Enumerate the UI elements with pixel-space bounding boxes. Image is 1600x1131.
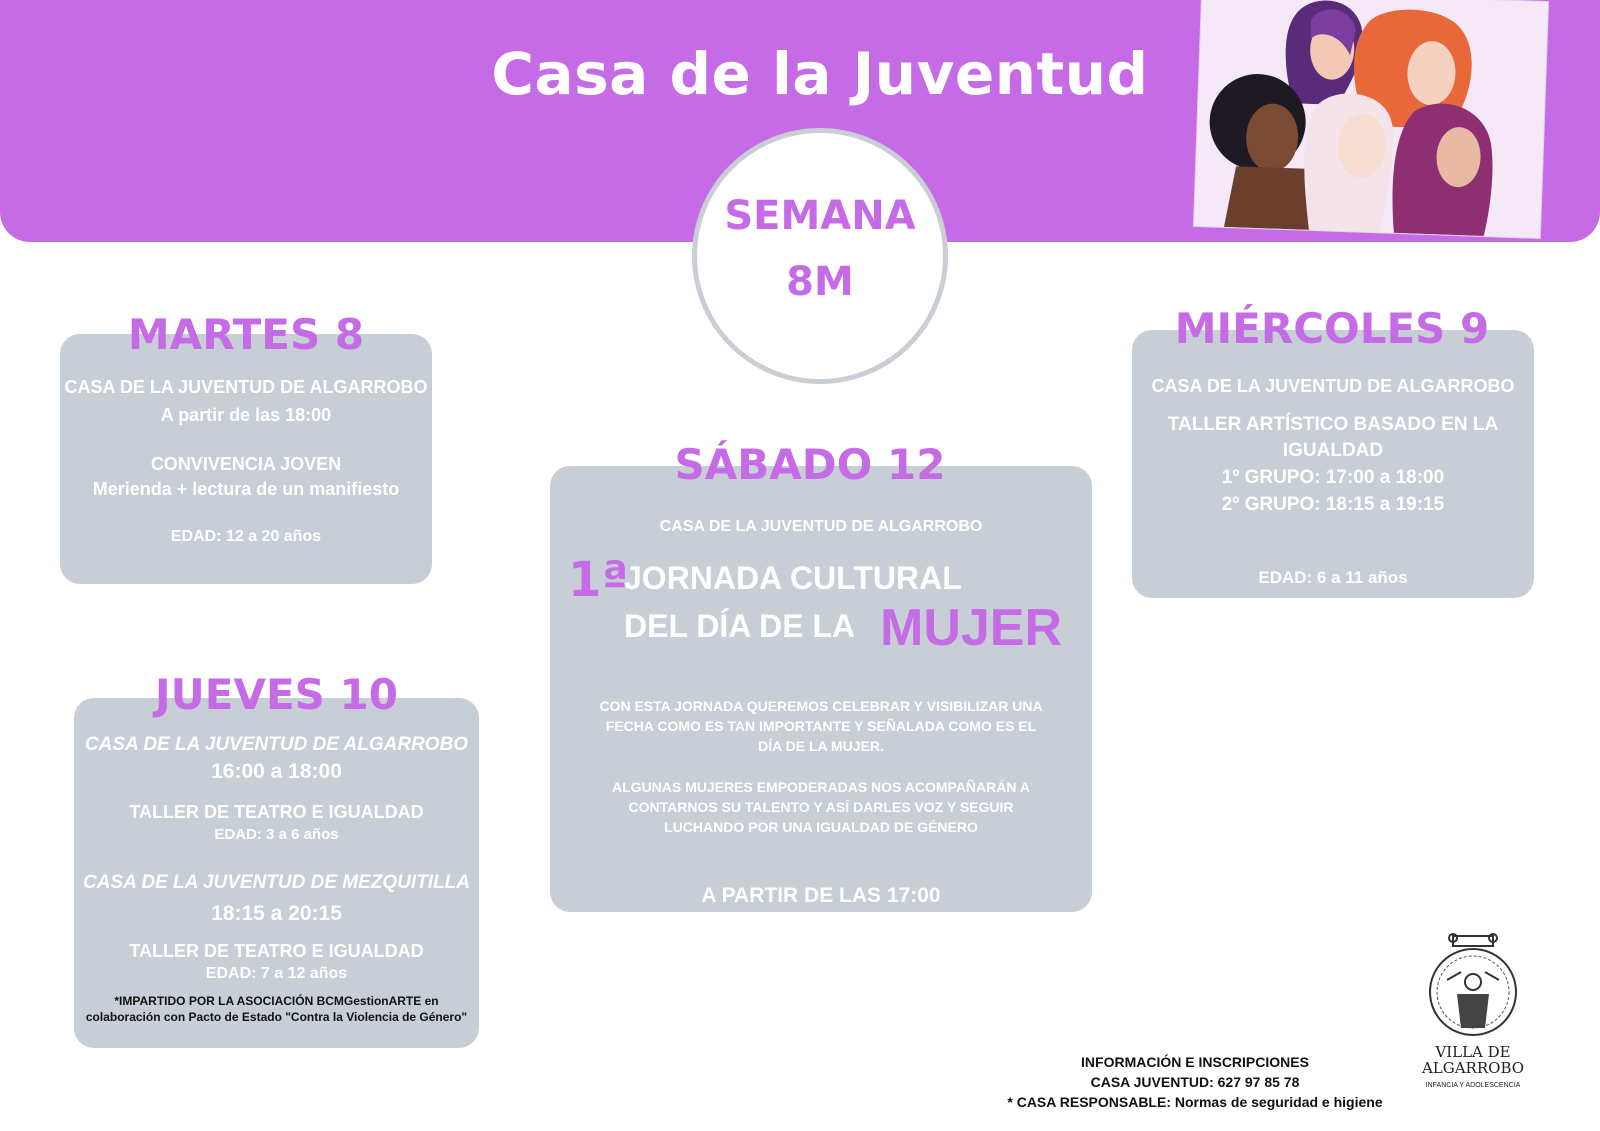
martes-activity: CONVIVENCIA JOVEN	[150, 454, 342, 474]
coat-of-arms-icon	[1423, 932, 1523, 1042]
martes-time: A partir de las 18:00	[160, 405, 332, 425]
sabado-p1-l1: CON ESTA JORNADA QUEREMOS CELEBRAR Y VISIBILIZAR UNA	[599, 698, 1043, 714]
jueves-note2: colaboración con Pacto de Estado "Contra la Violencia de Género"	[85, 1010, 468, 1024]
jueves-place2: CASA DE LA JUVENTUD DE MEZQUITILLA	[82, 872, 471, 893]
sabado-heading-line1: JORNADA CULTURAL	[624, 560, 962, 596]
jueves-age2: EDAD: 7 a 12 años	[205, 965, 348, 982]
jueves-place1: CASA DE LA JUVENTUD DE ALGARROBO	[84, 734, 469, 755]
martes-title: MARTES 8	[127, 310, 365, 359]
jueves-note1: *IMPARTIDO POR LA ASOCIACIÓN BCMGestionARTE en	[114, 994, 439, 1008]
sabado-card	[550, 466, 1092, 912]
badge-line1: SEMANA	[724, 193, 916, 239]
jueves-time2: 18:15 a 20:15	[211, 902, 342, 925]
logo-line3: INFANCIA Y ADOLESCENCIA	[1425, 1082, 1521, 1089]
sabado-ordinal: 1ª	[568, 552, 629, 608]
logo-line1: VILLA DE	[1435, 1043, 1511, 1061]
miercoles-group2: 2º GRUPO: 18:15 a 19:15	[1221, 494, 1445, 515]
sabado-p1-l2: FECHA COMO ES TAN IMPORTANTE Y SEÑALADA COMO ES EL	[605, 718, 1037, 734]
sabado-time: A PARTIR DE LAS 17:00	[701, 884, 941, 907]
semana-8m-badge	[692, 128, 948, 384]
sabado-p1-l3: DÍA DE LA MUJER.	[758, 738, 884, 754]
page-title: Casa de la Juventud	[491, 40, 1149, 108]
sabado-title: SÁBADO 12	[674, 440, 946, 489]
sabado-p2-l3: LUCHANDO POR UNA IGUALDAD DE GÉNERO	[664, 819, 978, 835]
martes-age: EDAD: 12 a 20 años	[170, 528, 322, 545]
miercoles-card	[1132, 330, 1534, 598]
miercoles-group1: 1º GRUPO: 17:00 a 18:00	[1221, 467, 1445, 488]
jueves-activity1: TALLER DE TEATRO E IGUALDAD	[129, 802, 424, 822]
jueves-activity2: TALLER DE TEATRO E IGUALDAD	[129, 941, 424, 961]
miercoles-age: EDAD: 6 a 11 años	[1258, 568, 1408, 587]
footer-info	[980, 1052, 1410, 1112]
miercoles-activity-l1: TALLER ARTÍSTICO BASADO EN LA	[1167, 414, 1499, 435]
sabado-place: CASA DE LA JUVENTUD DE ALGARROBO	[659, 518, 983, 535]
sabado-heading-line2: DEL DÍA DE LA	[624, 608, 856, 644]
women-illustration-icon	[1194, 0, 1548, 238]
footer-info-line1: INFORMACIÓN E INSCRIPCIONES	[1081, 1054, 1309, 1070]
jueves-title: JUEVES 10	[155, 670, 398, 719]
martes-card	[60, 334, 432, 584]
villa-logo	[1410, 932, 1536, 1089]
martes-detail: Merienda + lectura de un manifiesto	[92, 479, 400, 499]
sabado-p2-l1: ALGUNAS MUJERES EMPODERADAS NOS ACOMPAÑARÁN A	[612, 779, 1030, 795]
footer-info-line3: * CASA RESPONSABLE: Normas de seguridad e higiene	[1007, 1094, 1383, 1110]
jueves-card	[74, 698, 479, 1048]
miercoles-activity-l2: IGUALDAD	[1282, 440, 1384, 461]
sabado-heading-big: MUJER	[880, 599, 1063, 657]
jueves-time1: 16:00 a 18:00	[211, 760, 342, 783]
footer-info-line2: CASA JUVENTUD: 627 97 85 78	[1090, 1074, 1300, 1090]
martes-place: CASA DE LA JUVENTUD DE ALGARROBO	[64, 377, 428, 397]
women-illustration	[1194, 0, 1548, 238]
jueves-age1: EDAD: 3 a 6 años	[214, 826, 339, 843]
miercoles-place: CASA DE LA JUVENTUD DE ALGARROBO	[1151, 376, 1515, 396]
logo-line2: ALGARROBO	[1421, 1059, 1525, 1077]
miercoles-title: MIÉRCOLES 9	[1174, 304, 1490, 353]
sabado-p2-l2: CONTARNOS SU TALENTO Y ASÍ DARLES VOZ Y SEGUIR	[628, 799, 1014, 815]
badge-line2: 8M	[786, 259, 854, 305]
